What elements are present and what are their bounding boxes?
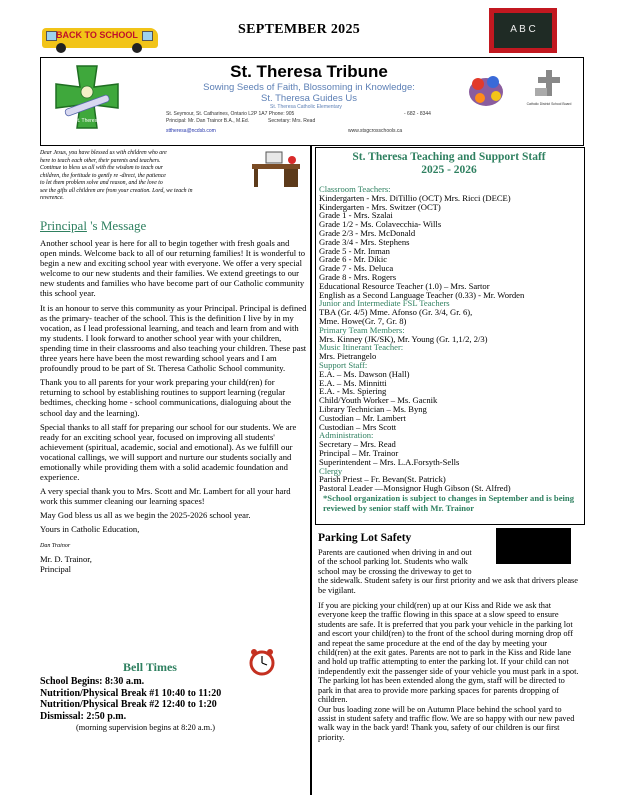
message-paragraph: Thank you to all parents for your work preparing your child(ren) for returning to school by establishing routines to support learning (regular bedtimes, checking home - school communications, dialoguing about the school day and the learning). (40, 377, 292, 418)
prayer-line: Continue to bless us all with the wisdom to teach our (40, 165, 164, 171)
title-part-a: Principal (40, 218, 87, 233)
staff-title-line-2: 2025 - 2026 (421, 164, 477, 176)
staff-line: Grade 1 - Mrs. Szalai (319, 210, 393, 221)
staff-line: Pastoral Leader —Monsignor Hugh Gibson (St. Alfred) (319, 483, 511, 494)
staff-line: Library Technician – Ms. Byng (319, 403, 427, 414)
staff-line: Kindergarten - Mrs. DiTillio (OCT) Mrs. Ricci (DECE) (319, 192, 511, 203)
staff-line: Mrs. Kinney (JK/SK), Mr. Young (Gr. 1,1/2, 2/3) (319, 333, 488, 344)
motto-line-1: Sowing Seeds of Faith, Blossoming in Knowledge: (203, 82, 415, 93)
staff-list (319, 185, 581, 513)
teacher-desk-icon (250, 148, 302, 190)
column-divider (310, 145, 312, 795)
prayer-line: Dear Jesus, you have blessed us with children who are (40, 150, 167, 156)
prayer-line: see the gifts all children are from your creation. Lord, we teach in (40, 187, 193, 194)
parking-intro-rest: the sidewalk. Student safety is our first priority and we ask that drivers please be vigilant. (318, 576, 579, 595)
message-paragraph: A very special thank you to Mrs. Scott and Mr. Lambert for all your hard work this summer cleaning our learning spaces! (40, 486, 291, 507)
cross-mark-text: St. Theresa (74, 118, 100, 124)
parking-intro-line: of the school parking lot. Students who walk (318, 557, 468, 567)
message-paragraph: It is an honour to serve this community as your Principal. Principal is defined as the primary- teacher of the school. This is the definition I live by in my vocation, as I lead professional learning, and teach and learn from and with my students. I look forward to another school year with your children, spending time in their classrooms and also teaching your children. These past three years here have been the most rewarding school years and I am profoundly proud to be part of St. Theresa Catholic School community. (40, 302, 307, 374)
parking-paragraph: Our bus loading zone will be on Autumn Place behind the school yard to assist in student safety and traffic flow. We are so happy with our new paved walk way in the back yard! Thank you, safety of our children is our first priority. (318, 704, 575, 742)
staff-line: Grade 2/3 - Mrs. McDonald (319, 227, 416, 238)
prayer-text (40, 150, 244, 203)
staff-section-heading: Primary Team Members: (319, 324, 405, 335)
school-bus-icon (42, 28, 158, 48)
prayer-line: children, the fortitude to gently re -direct, the patience (40, 172, 166, 179)
diocese-logo (526, 68, 572, 108)
staff-line: Grade 1/2 - Ms. Colavecchia- Wills (319, 219, 442, 230)
school-email-link[interactable]: sttheresa@ncdsb.com (166, 128, 216, 134)
bell-time-line: Nutrition/Physical Break #2 12:40 to 1:20 (40, 699, 217, 710)
staff-line: Child/Youth Worker – Ms. Gacnik (319, 395, 438, 406)
diocese-text: Catholic District School Board (526, 102, 572, 106)
title-part-b: 's Message (90, 218, 147, 233)
staff-line: Educational Resource Teacher (1.0) – Mrs. Sartor (319, 280, 490, 291)
message-paragraph: Another school year is here for all to begin together with fresh goals and open minds. Welcome back to all of our returning families! It is wonderful to begin a new and exciting school year with everyone. We offer a very special welcome to our new students and their families. We extend greetings to our new students and families who have become part of our Catholic community this school year. (40, 238, 306, 299)
bell-time-line: Nutrition/Physical Break #1 10:40 to 11:20 (40, 687, 222, 699)
chalkboard-text: A B C (494, 13, 552, 48)
prayer-line: here to teach each other, their parents and teachers. (40, 157, 161, 164)
parking-intro-line: Parents are cautioned when driving in and out (318, 548, 472, 557)
staff-line: Principal – Mr. Trainor (319, 447, 399, 458)
staff-line: Parish Priest – Fr. Bevan(St. Patrick) (319, 474, 446, 485)
bell-times-list (40, 676, 308, 734)
staff-note: *School organization is subject to changes in September and is being reviewed by senior staff with Mr. Trainor (323, 492, 574, 513)
staff-line: TBA (Gr. 4/5) Mme. Afonso (Gr. 3/4, Gr. 6), (319, 307, 473, 318)
bus-sign-text: BACK TO SCHOOL (56, 30, 138, 40)
staff-line: Grade 5 - Mr. Inman (319, 245, 390, 256)
staff-line: Secretary – Mrs. Read (319, 439, 396, 450)
parking-body (318, 548, 580, 742)
bell-times-note: (morning supervision begins at 8:20 a.m.) (76, 723, 215, 732)
staff-line: Superintendent – Mrs. L.A.Forsyth-Sells (319, 456, 460, 467)
parking-intro-line: school may be crossing the driveway to get to (318, 566, 472, 576)
bell-times-title: Bell Times (123, 660, 177, 674)
staff-section-heading: Administration: (319, 430, 374, 441)
parking-paragraph: If you are picking your child(ren) up at our Kiss and Ride we ask that everyone keep the traffic flowing in this space at a slow speed to ensure students are safe. It is preferred that you park your vehicle in the parking lot and escort your child(ren) to the front of the school during morning drop off and repeat the same procedure at the end of the day by meeting your child(ren) at the exit gates. Parents are not to park in the Kiss and Ride lane and hold up traffic attempting to enter the parking lot. If your child can not independently exit the passenger side of your vehicle you must park in a spot. The parking lot has been extended along the gym, staff will be directed to park in that area to provide more parking spaces for parents dropping of children. (318, 601, 579, 705)
bell-time-line: Dismissal: 2:50 p.m. (40, 710, 127, 722)
staff-line: Mrs. Pietrangelo (319, 351, 377, 362)
staff-line: Kindergarten - Mrs. Switzer (OCT) (319, 201, 441, 212)
staff-line: Grade 7 - Ms. Deluca (319, 263, 394, 274)
message-paragraph: Yours in Catholic Education, (40, 524, 140, 535)
school-address: St. Seymour, St. Catharines, Ontario L2P 1A7 Phone: 905 (166, 111, 295, 117)
newsletter-title: St. Theresa Tribune (230, 62, 388, 81)
staff-section-heading: Music Itinerant Teacher: (319, 342, 404, 353)
staff-line: Custodian – Mrs Scott (319, 421, 397, 432)
bell-time-line: School Begins: 8:30 a.m. (40, 676, 145, 687)
staff-line: Grade 8 - Mrs. Rogers (319, 271, 397, 282)
principal-role: Principal (40, 563, 72, 574)
staff-line: E.A. - Ms. Spiering (319, 386, 387, 397)
staff-section-heading: Classroom Teachers: (319, 184, 391, 194)
chalkboard-icon (489, 8, 557, 53)
principal-credit: Principal: Mr. Dan Trainor B.A., M.Ed. (166, 118, 250, 124)
staff-section-heading: Clergy (319, 465, 343, 476)
message-paragraph: May God bless us all as we begin the 2025-2026 school year. (40, 510, 251, 521)
school-phone: - 682 - 8344 (404, 111, 431, 117)
school-website-link[interactable]: www.stsgcrosschools.ca (348, 128, 403, 134)
staff-line: Grade 6 - Mr. Dikic (319, 254, 388, 265)
paint-palette-icon (466, 70, 506, 110)
prayer-line: reverence. (40, 195, 64, 201)
staff-line: E.A. – Ms. Dawson (Hall) (319, 368, 410, 379)
staff-section-heading: Junior and Intermediate FSL Teachers (319, 298, 450, 309)
staff-line: Grade 3/4 - Mrs. Stephens (319, 236, 410, 247)
principal-name: Mr. D. Trainor, (40, 553, 92, 564)
principal-message-body (40, 238, 308, 574)
staff-section-heading: Support Staff: (319, 359, 368, 370)
signature: Dan Trainor (40, 542, 71, 549)
staff-line: English as a Second Language Teacher (0.33) - Mr. Worden (319, 289, 525, 300)
staff-line: E.A. – Ms. Minnitti (319, 377, 387, 388)
school-name: St. Theresa Catholic Elementary (270, 104, 342, 110)
staff-line: Custodian – Mr. Lambert (319, 412, 406, 423)
issue-date: SEPTEMBER 2025 (238, 22, 361, 37)
prayer-line: to let them problem solve and reason, and the love to (40, 180, 163, 186)
staff-title (315, 151, 583, 177)
staff-line: Mme. Howe(Gr. 7, Gr. 8) (319, 315, 407, 326)
parking-title: Parking Lot Safety (318, 532, 412, 544)
principal-message-title (40, 218, 146, 234)
message-paragraph: Special thanks to all staff for preparing our school for our students. We are ready for an exciting school year, focused on improving all students' achievement (spiritual, academic, social and emotional). As we fulfill our vocational callings, we will support and nurture our students socially and emotionally while providing them with a solid academic foundation and experience. (40, 421, 297, 483)
secretary-credit: Secretary: Mrs. Read (268, 118, 316, 124)
motto-line-2: St. Theresa Guides Us (261, 93, 357, 104)
staff-title-line-1: St. Theresa Teaching and Support Staff (352, 151, 546, 163)
